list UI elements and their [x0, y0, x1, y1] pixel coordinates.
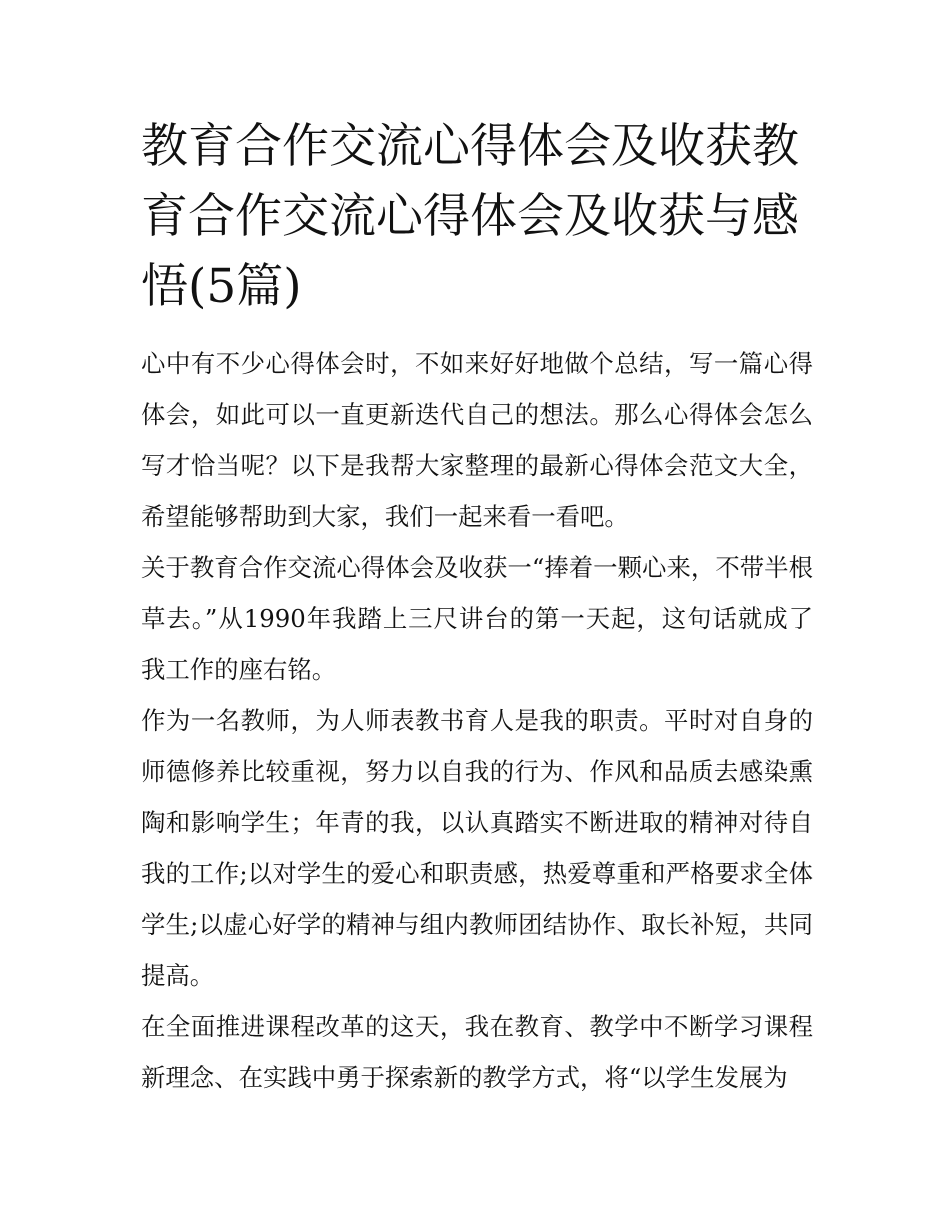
paragraph-3: 在全面推进课程改革的这天，我在教育、教学中不断学习课程新理念、在实践中勇于探索新的教学方式，将“以学生发展为 [141, 1012, 813, 1092]
paragraph-2: 作为一名教师，为人师表教书育人是我的职责。平时对自身的师德修养比较重视，努力以自我的行为、作风和品质去感染熏陶和影响学生；年青的我，以认真踏实不断进取的精神对待自我的工作;以对学生的爱心和职责感，热爱尊重和严格要求全体学生;以虚心好学的精神与组内教师团结协作、取长补短，共同提高。 [141, 706, 813, 990]
paragraph-1: 关于教育合作交流心得体会及收获一“捧着一颗心来，不带半根草去。”从1990年我踏上三尺讲台的第一天起，这句话就成了我工作的座右铭。 [141, 553, 813, 684]
paragraph-intro: 心中有不少心得体会时，不如来好好地做个总结，写一篇心得体会，如此可以一直更新迭代自己的想法。那么心得体会怎么写才恰当呢？以下是我帮大家整理的最新心得体会范文大全，希望能够帮助到大家，我们一起来看一看吧。 [141, 349, 813, 531]
document-body [141, 112, 813, 1103]
document-title: 教育合作交流心得体会及收获教育合作交流心得体会及收获与感悟(5篇) [141, 119, 799, 314]
